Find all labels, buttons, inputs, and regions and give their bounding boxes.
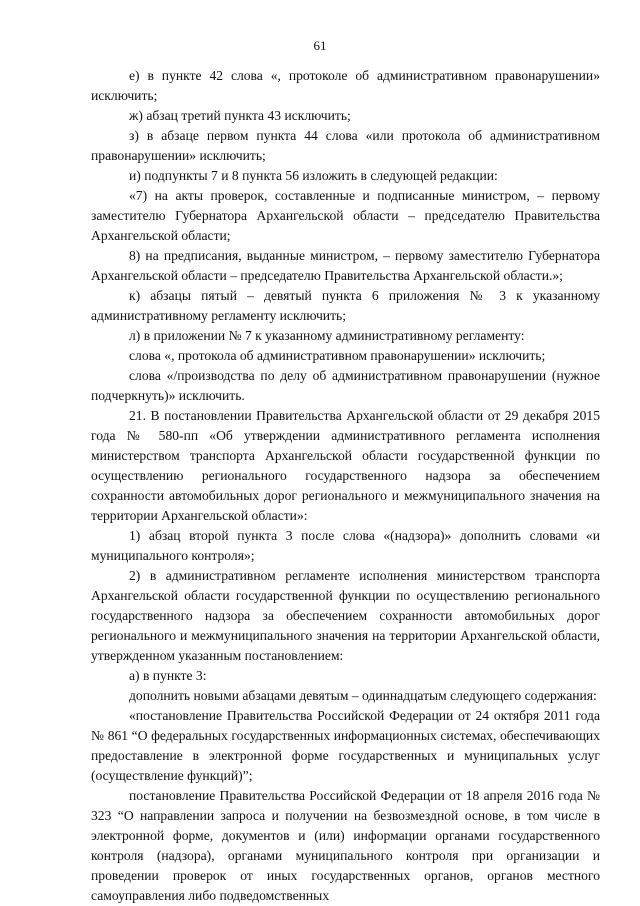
paragraph: постановление Правительства Российской Федерации от 18 апреля 2016 года № 323 “О направлении запроса и получении на безвозмездной основе, в том числе в электронной форме, документов и (или) информации органами государственного контроля (надзора), органами муниципального контроля при организации и проведении проверок от иных государственных органов, органов местного самоуправления либо подведомственных bbox=[91, 788, 600, 903]
paragraph: ж) абзац третий пункта 43 исключить; bbox=[129, 108, 351, 123]
paragraph: 1) абзац второй пункта 3 после слова «(надзора)» дополнить словами «и муниципального контроля»; bbox=[91, 528, 600, 563]
document-body bbox=[91, 66, 600, 906]
paragraph: 8) на предписания, выданные министром, – первому заместителю Губернатора Архангельской области – председателю Правительства Архангельской области.»; bbox=[91, 248, 600, 283]
paragraph: «постановление Правительства Российской Федерации от 24 октября 2011 года № 861 “О федеральных государственных информационных системах, обеспечивающих предоставление в электронной форме государственных и муниципальных услуг (осуществление функций)”; bbox=[91, 708, 600, 783]
paragraph: дополнить новыми абзацами девятым – одиннадцатым следующего содержания: bbox=[129, 688, 597, 703]
paragraph: к) абзацы пятый – девятый пункта 6 приложения № 3 к указанному административному регламенту исключить; bbox=[91, 288, 600, 323]
paragraph: з) в абзаце первом пункта 44 слова «или протокола об административном правонарушении» исключить; bbox=[91, 128, 600, 163]
paragraph: е) в пункте 42 слова «, протоколе об административном правонарушении» исключить; bbox=[91, 68, 600, 103]
paragraph: «7) на акты проверок, составленные и подписанные министром, – первому заместителю Губернатора Архангельской области – председателю Правительства Архангельской области; bbox=[91, 188, 600, 243]
paragraph: слова «/производства по делу об административном правонарушении (нужное подчеркнуть)» исключить. bbox=[91, 368, 600, 403]
paragraph: л) в приложении № 7 к указанному административному регламенту: bbox=[129, 328, 525, 343]
paragraph: 2) в административном регламенте исполнения министерством транспорта Архангельской области государственной функции по осуществлению регионального государственного надзора за обеспечением сохранности автомобильных дорог регионального и межмуниципального значения на территории Архангельской области, утвержденном указанным постановлением: bbox=[91, 568, 600, 663]
page-number: 61 bbox=[313, 38, 327, 53]
paragraph: 21. В постановлении Правительства Архангельской области от 29 декабря 2015 года № 580-пп «Об утверждении административного регламента исполнения министерством транспорта Архангельской области государственной функции по осуществлению регионального государственного надзора за обеспечением сохранности автомобильных дорог регионального и межмуниципального значения на территории Архангельской области»: bbox=[91, 408, 600, 523]
paragraph: слова «, протокола об административном правонарушении» исключить; bbox=[129, 348, 546, 363]
paragraph: и) подпункты 7 и 8 пункта 56 изложить в следующей редакции: bbox=[129, 168, 498, 183]
paragraph: а) в пункте 3: bbox=[129, 668, 207, 683]
